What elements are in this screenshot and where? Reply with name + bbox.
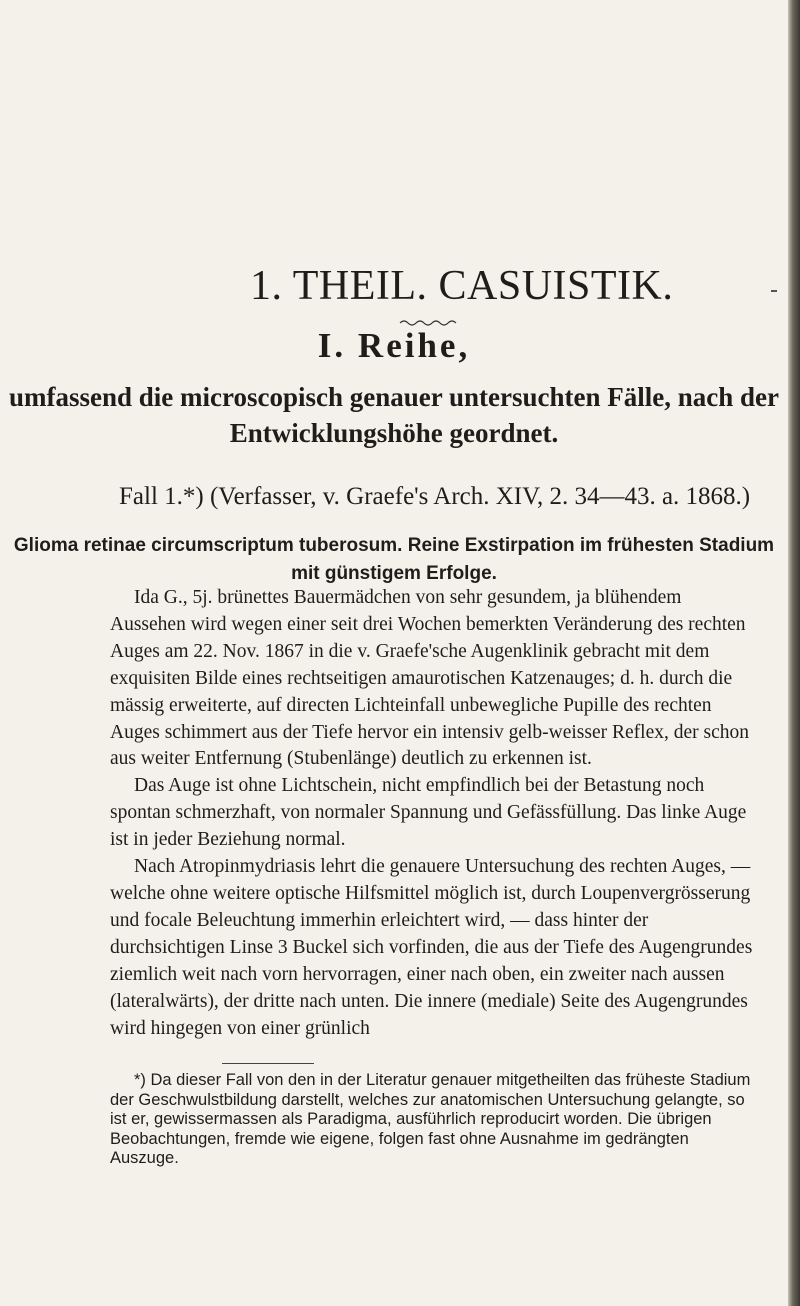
section-title: I. Reihe, bbox=[317, 326, 471, 365]
paragraph: Nach Atropinmydriasis lehrt die genauere Untersuchung des rechten Auges, — welche ohne weitere optische Hilfsmittel möglich ist, durch Loupenvergrösserung und focale Beleuchtung immerhin erleichtert wird, — dass hinter der durchsichtigen Linse 3 Buckel sich vorfinden, die aus der Tiefe des Augengrundes ziemlich weit nach vorn hervorragen, einer nach oben, ein zweiter nach aussen (lateralwärts), der dritte nach unten. Die innere (mediale) Seite des Augengrundes wird hingegen von einer grünlich bbox=[110, 856, 753, 1039]
paragraph: Das Auge ist ohne Lichtschein, nicht empfindlich bei der Betastung noch spontan schmerzhaft, von normaler Spannung und Gefässfüllung. Das linke Auge ist in jeder Beziehung normal. bbox=[110, 775, 747, 851]
case-heading: Fall 1.*) (Verfasser, v. Graefe's Arch. XIV, 2. 34—43. a. 1868.) bbox=[119, 483, 751, 510]
section-subtitle: umfassend die microscopisch genauer untersuchten Fälle, nach der Entwicklungshöhe geordnet. bbox=[8, 382, 779, 448]
footnote-text: *) Da dieser Fall von den in der Literatur genauer mitgetheilten das früheste Stadium der Geschwulstbildung darstellt, welches zur anatomischen Untersuchung gelangte, so ist er, gewissermassen als Paradigma, ausführlich reproducirt worden. Die übrigen Beobachtungen, fremde wie eigene, folgen fast ohne Ausnahme im gedrängten Auszuge. bbox=[110, 1071, 751, 1167]
footnote-divider bbox=[222, 1063, 314, 1064]
paragraph: Ida G., 5j. brünettes Bauermädchen von sehr gesundem, ja blühendem Aussehen wird wegen einer seit drei Wochen bemerkten Veränderung des rechten Auges am 22. Nov. 1867 in die v. Graefe'sche Augenklinik gebracht mit dem exquisiten Bilde eines rechtseitigen amaurotischen Katzenauges; d. h. durch die mässig erweiterte, auf directen Lichteinfall unbewegliche Pupille des rechten Auges schimmert aus der Tiefe hervor ein intensiv gelb-weisser Reflex, der schon aus weiter Entfernung (Stubenlänge) deutlich zu erkennen ist. bbox=[110, 587, 750, 770]
footnote bbox=[110, 1071, 760, 1169]
part-title: 1. THEIL. CASUISTIK. bbox=[250, 263, 674, 309]
margin-mark bbox=[771, 290, 777, 292]
case-diagnosis: Glioma retinae circumscriptum tuberosum. Reine Exstirpation im frühesten Stadium mit günstigem Erfolge. bbox=[13, 535, 775, 584]
book-spine-shadow bbox=[788, 0, 800, 1306]
case-body bbox=[110, 585, 760, 1042]
